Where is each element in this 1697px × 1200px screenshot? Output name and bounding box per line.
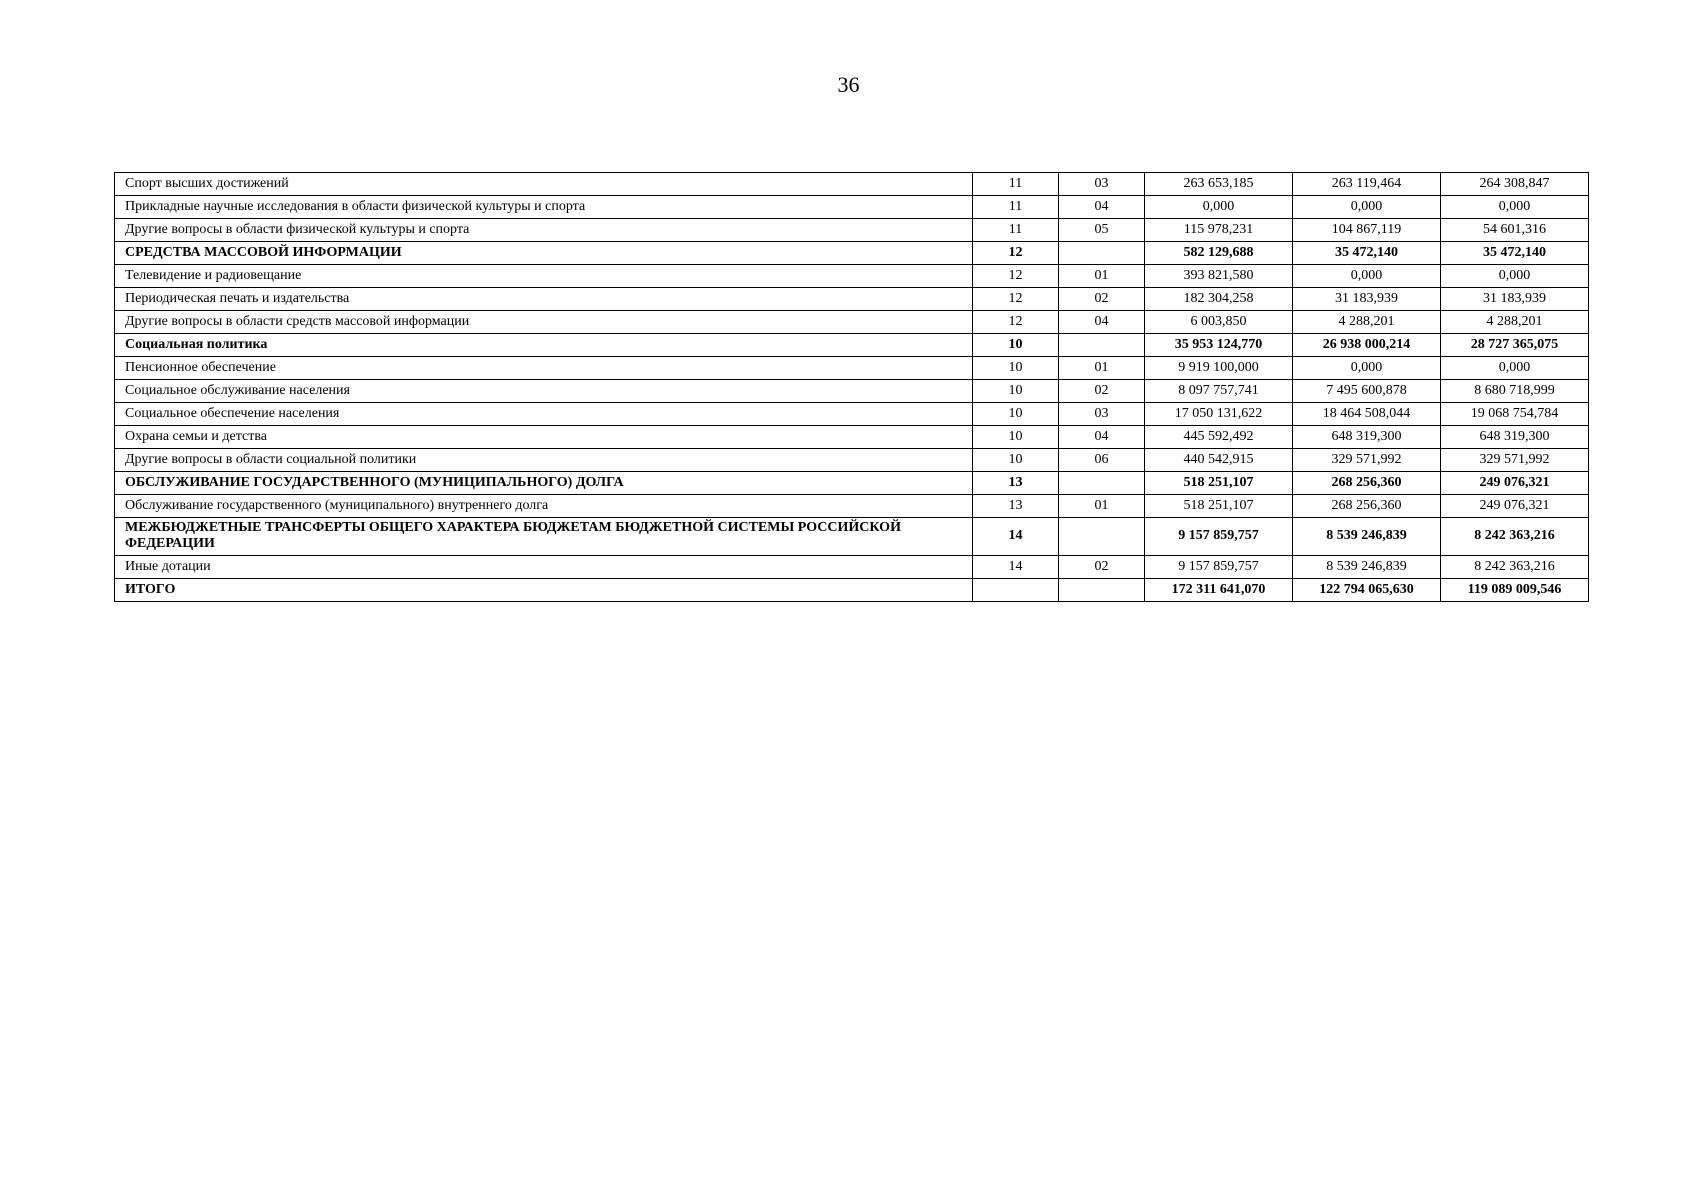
cell-subsection	[1059, 334, 1145, 357]
cell-value-1: 440 542,915	[1145, 449, 1293, 472]
cell-name: Обслуживание государственного (муниципального) внутреннего долга	[115, 495, 973, 518]
cell-value-3: 19 068 754,784	[1441, 403, 1589, 426]
cell-section	[973, 579, 1059, 602]
cell-subsection	[1059, 579, 1145, 602]
cell-value-2: 104 867,119	[1293, 219, 1441, 242]
cell-value-1: 9 919 100,000	[1145, 357, 1293, 380]
cell-value-2: 648 319,300	[1293, 426, 1441, 449]
cell-section: 10	[973, 334, 1059, 357]
cell-value-1: 445 592,492	[1145, 426, 1293, 449]
cell-subsection: 05	[1059, 219, 1145, 242]
table-row-section-total	[115, 518, 1589, 556]
cell-section: 11	[973, 219, 1059, 242]
cell-value-2: 329 571,992	[1293, 449, 1441, 472]
cell-name: Спорт высших достижений	[115, 173, 973, 196]
cell-subsection: 04	[1059, 426, 1145, 449]
cell-value-3: 329 571,992	[1441, 449, 1589, 472]
cell-name: Социальное обеспечение населения	[115, 403, 973, 426]
page-number: 36	[837, 72, 860, 97]
table-row	[115, 357, 1589, 380]
cell-section: 14	[973, 556, 1059, 579]
table-row	[115, 219, 1589, 242]
cell-value-1: 0,000	[1145, 196, 1293, 219]
cell-section: 12	[973, 242, 1059, 265]
cell-name: Прикладные научные исследования в области физической культуры и спорта	[115, 196, 973, 219]
cell-name: Периодическая печать и издательства	[115, 288, 973, 311]
cell-value-2: 7 495 600,878	[1293, 380, 1441, 403]
table-row	[115, 495, 1589, 518]
cell-value-3: 0,000	[1441, 357, 1589, 380]
table-row-section-total	[115, 334, 1589, 357]
table-row-section-total	[115, 242, 1589, 265]
cell-name: ИТОГО	[115, 579, 973, 602]
cell-value-3: 0,000	[1441, 196, 1589, 219]
cell-subsection: 01	[1059, 495, 1145, 518]
cell-name: Социальное обслуживание населения	[115, 380, 973, 403]
cell-subsection: 04	[1059, 196, 1145, 219]
cell-section: 10	[973, 357, 1059, 380]
cell-value-2: 0,000	[1293, 265, 1441, 288]
table-row-section-total	[115, 472, 1589, 495]
table-row	[115, 449, 1589, 472]
cell-name: Другие вопросы в области физической культуры и спорта	[115, 219, 973, 242]
cell-name: МЕЖБЮДЖЕТНЫЕ ТРАНСФЕРТЫ ОБЩЕГО ХАРАКТЕРА БЮДЖЕТАМ БЮДЖЕТНОЙ СИСТЕМЫ РОССИЙСКОЙ ФЕДЕРАЦИИ	[115, 518, 973, 556]
cell-section: 13	[973, 472, 1059, 495]
cell-subsection: 02	[1059, 380, 1145, 403]
cell-section: 10	[973, 403, 1059, 426]
cell-value-1: 115 978,231	[1145, 219, 1293, 242]
cell-name: ОБСЛУЖИВАНИЕ ГОСУДАРСТВЕННОГО (МУНИЦИПАЛЬНОГО) ДОЛГА	[115, 472, 973, 495]
cell-value-3: 28 727 365,075	[1441, 334, 1589, 357]
cell-value-2: 0,000	[1293, 196, 1441, 219]
table-row-grand-total	[115, 579, 1589, 602]
cell-value-1: 582 129,688	[1145, 242, 1293, 265]
table-row	[115, 265, 1589, 288]
cell-value-3: 54 601,316	[1441, 219, 1589, 242]
cell-value-2: 8 539 246,839	[1293, 518, 1441, 556]
cell-section: 11	[973, 196, 1059, 219]
cell-value-1: 182 304,258	[1145, 288, 1293, 311]
cell-value-1: 393 821,580	[1145, 265, 1293, 288]
cell-section: 12	[973, 265, 1059, 288]
cell-name: Охрана семьи и детства	[115, 426, 973, 449]
cell-section: 14	[973, 518, 1059, 556]
table-row	[115, 380, 1589, 403]
cell-value-1: 6 003,850	[1145, 311, 1293, 334]
cell-value-3: 249 076,321	[1441, 472, 1589, 495]
cell-value-3: 4 288,201	[1441, 311, 1589, 334]
cell-value-3: 249 076,321	[1441, 495, 1589, 518]
cell-value-1: 172 311 641,070	[1145, 579, 1293, 602]
cell-subsection	[1059, 518, 1145, 556]
cell-value-2: 122 794 065,630	[1293, 579, 1441, 602]
table-row	[115, 311, 1589, 334]
table-row	[115, 556, 1589, 579]
cell-name: Другие вопросы в области средств массовой информации	[115, 311, 973, 334]
cell-section: 11	[973, 173, 1059, 196]
cell-value-2: 26 938 000,214	[1293, 334, 1441, 357]
cell-value-3: 8 680 718,999	[1441, 380, 1589, 403]
cell-section: 13	[973, 495, 1059, 518]
cell-value-3: 119 089 009,546	[1441, 579, 1589, 602]
cell-value-2: 35 472,140	[1293, 242, 1441, 265]
table-row	[115, 288, 1589, 311]
cell-section: 10	[973, 380, 1059, 403]
cell-name: СРЕДСТВА МАССОВОЙ ИНФОРМАЦИИ	[115, 242, 973, 265]
cell-subsection: 03	[1059, 173, 1145, 196]
cell-subsection: 01	[1059, 357, 1145, 380]
cell-value-1: 17 050 131,622	[1145, 403, 1293, 426]
table-row	[115, 426, 1589, 449]
cell-value-3: 35 472,140	[1441, 242, 1589, 265]
cell-value-3: 8 242 363,216	[1441, 556, 1589, 579]
table-row	[115, 196, 1589, 219]
cell-value-1: 263 653,185	[1145, 173, 1293, 196]
cell-value-3: 0,000	[1441, 265, 1589, 288]
cell-value-2: 268 256,360	[1293, 472, 1441, 495]
budget-table	[114, 172, 1589, 602]
cell-value-2: 18 464 508,044	[1293, 403, 1441, 426]
cell-subsection	[1059, 472, 1145, 495]
cell-section: 12	[973, 288, 1059, 311]
cell-value-2: 4 288,201	[1293, 311, 1441, 334]
table-row	[115, 173, 1589, 196]
cell-value-2: 263 119,464	[1293, 173, 1441, 196]
cell-value-2: 0,000	[1293, 357, 1441, 380]
cell-name: Социальная политика	[115, 334, 973, 357]
cell-value-1: 8 097 757,741	[1145, 380, 1293, 403]
cell-value-1: 9 157 859,757	[1145, 518, 1293, 556]
cell-section: 10	[973, 449, 1059, 472]
cell-subsection: 04	[1059, 311, 1145, 334]
cell-name: Телевидение и радиовещание	[115, 265, 973, 288]
cell-name: Пенсионное обеспечение	[115, 357, 973, 380]
cell-value-3: 648 319,300	[1441, 426, 1589, 449]
cell-subsection	[1059, 242, 1145, 265]
cell-subsection: 02	[1059, 288, 1145, 311]
cell-value-2: 8 539 246,839	[1293, 556, 1441, 579]
cell-section: 12	[973, 311, 1059, 334]
cell-subsection: 03	[1059, 403, 1145, 426]
cell-subsection: 02	[1059, 556, 1145, 579]
cell-name: Другие вопросы в области социальной политики	[115, 449, 973, 472]
cell-subsection: 01	[1059, 265, 1145, 288]
cell-value-1: 35 953 124,770	[1145, 334, 1293, 357]
cell-section: 10	[973, 426, 1059, 449]
cell-value-3: 8 242 363,216	[1441, 518, 1589, 556]
table-row	[115, 403, 1589, 426]
cell-value-2: 268 256,360	[1293, 495, 1441, 518]
cell-name: Иные дотации	[115, 556, 973, 579]
cell-subsection: 06	[1059, 449, 1145, 472]
cell-value-3: 31 183,939	[1441, 288, 1589, 311]
cell-value-1: 518 251,107	[1145, 472, 1293, 495]
cell-value-1: 518 251,107	[1145, 495, 1293, 518]
cell-value-2: 31 183,939	[1293, 288, 1441, 311]
cell-value-3: 264 308,847	[1441, 173, 1589, 196]
cell-value-1: 9 157 859,757	[1145, 556, 1293, 579]
